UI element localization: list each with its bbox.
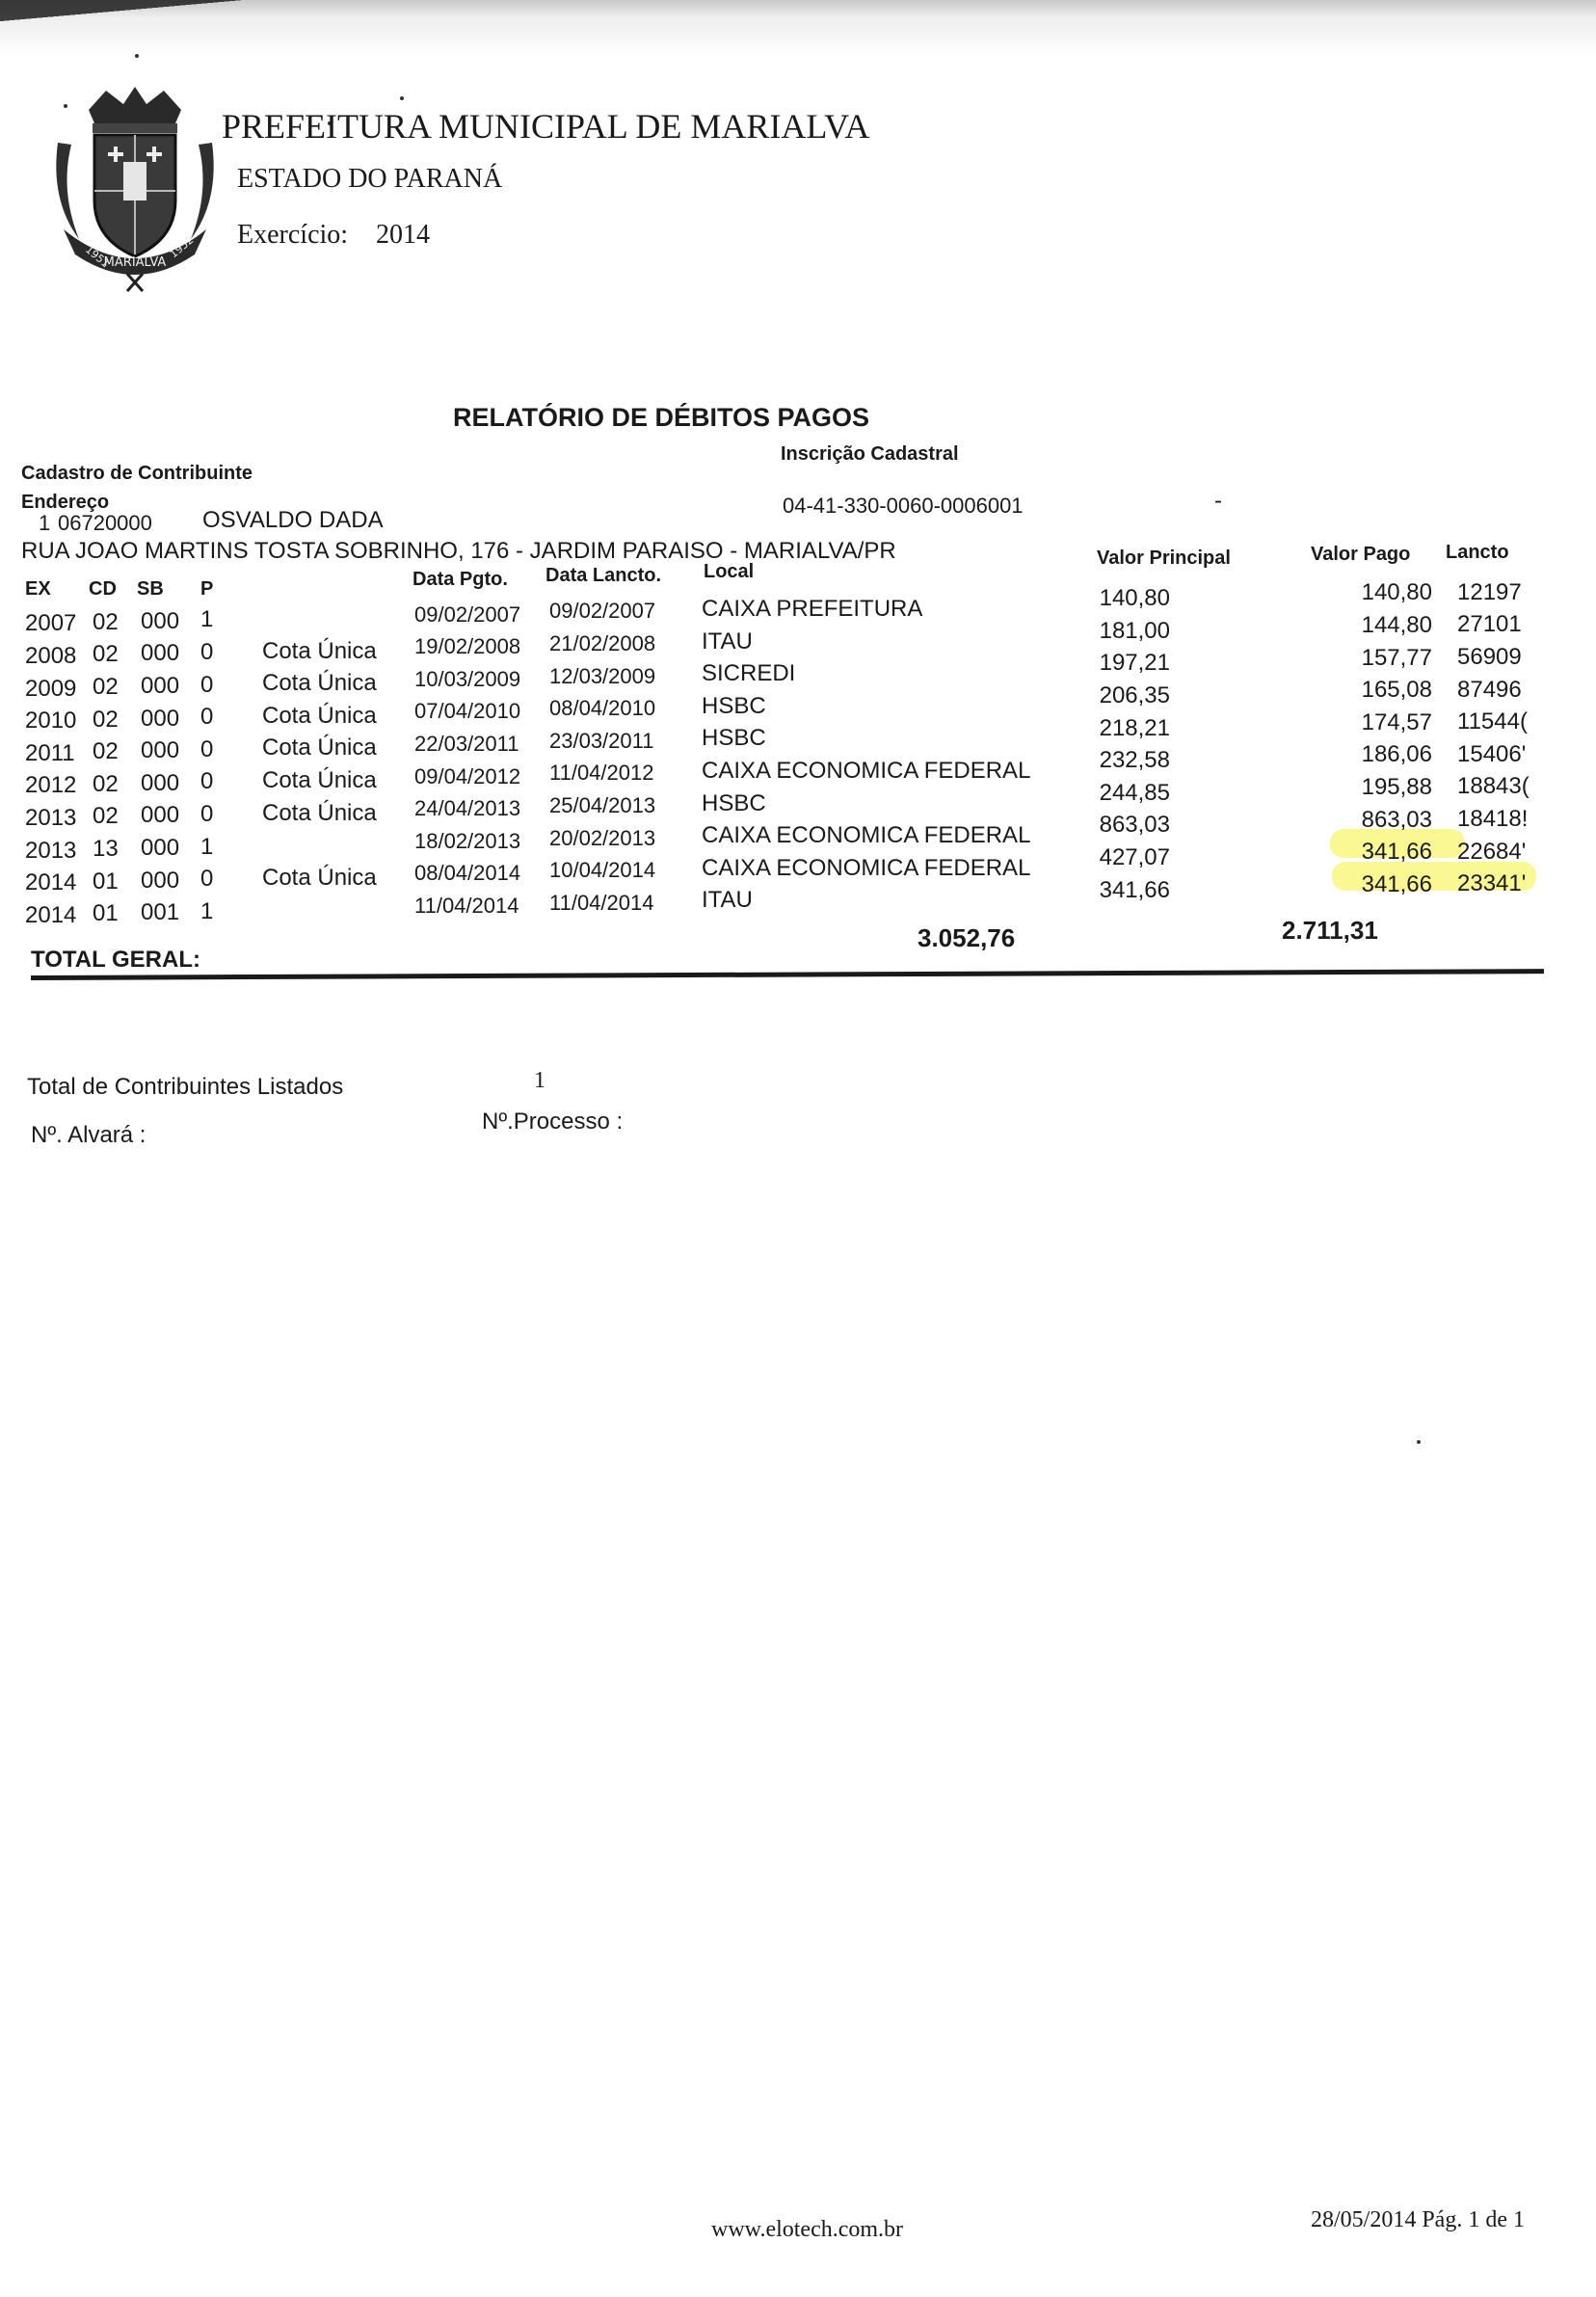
cell-sb: 000: [141, 672, 180, 699]
cell-valor-principal: 140,80: [1099, 585, 1170, 612]
cell-tipo: Cota Única: [262, 637, 377, 664]
col-lancto: Lancto: [1446, 542, 1509, 563]
cell-sb: 000: [141, 607, 180, 634]
cell-ex: 2014: [25, 869, 77, 896]
cell-local: ITAU: [702, 628, 753, 654]
contributor-code: 06720000: [58, 511, 152, 535]
cell-p: 0: [200, 768, 214, 795]
cell-local: CAIXA ECONOMICA FEDERAL: [702, 854, 1031, 881]
cell-local: SICREDI: [702, 660, 796, 687]
cell-ex: 2009: [25, 675, 77, 702]
col-data-pgto: Data Pgto.: [412, 569, 508, 590]
cell-cd: 02: [93, 674, 119, 701]
cell-data-pgto: 11/04/2014: [414, 893, 519, 918]
cadastro-label: Cadastro de Contribuinte: [21, 463, 253, 484]
crest-year-right: 1952: [167, 233, 197, 261]
col-data-lancto: Data Lancto.: [545, 565, 662, 586]
listed-label: Total de Contribuintes Listados: [27, 1074, 344, 1100]
cell-valor-principal: 427,07: [1099, 844, 1170, 871]
cell-lancto: 23341': [1457, 870, 1527, 897]
contributor-name: OSVALDO DADA: [202, 507, 384, 533]
total-principal: 3.052,76: [918, 923, 1016, 952]
inscricao-dash: -: [1214, 488, 1222, 514]
cell-lancto: 11544(: [1457, 708, 1528, 735]
municipality-title: PREFEITURA MUNICIPAL DE MARIALVA: [222, 107, 870, 146]
inscricao-value: 04-41-330-0060-0006001: [783, 494, 1024, 518]
cell-local: ITAU: [702, 887, 753, 914]
cell-ex: 2012: [25, 772, 77, 799]
cell-valor-pago: 140,80: [1361, 579, 1432, 606]
cell-data-pgto: 09/02/2007: [414, 601, 521, 627]
cell-tipo: Cota Única: [262, 767, 377, 794]
scan-speck: [400, 96, 404, 100]
cell-ex: 2011: [25, 739, 75, 766]
cell-valor-pago: 863,03: [1361, 806, 1432, 833]
cell-data-pgto: 22/03/2011: [414, 731, 519, 756]
cell-lancto: 27101: [1457, 611, 1522, 638]
cell-data-pgto: 10/03/2009: [414, 666, 521, 691]
cell-data-pgto: 08/04/2014: [414, 861, 521, 886]
cell-valor-pago: 186,06: [1361, 741, 1432, 768]
state-name: ESTADO DO PARANÁ: [237, 164, 503, 194]
cell-lancto: 18843(: [1457, 773, 1530, 800]
cell-cd: 02: [93, 770, 119, 797]
contributor-seq: 1: [39, 511, 51, 535]
col-valor-principal: Valor Principal: [1097, 548, 1231, 569]
cell-data-lancto: 12/03/2009: [549, 663, 656, 688]
contributor-address: RUA JOAO MARTINS TOSTA SOBRINHO, 176 - JARDIM PARAISO - MARIALVA/PR: [21, 538, 896, 564]
cell-lancto: 18418!: [1457, 805, 1529, 832]
cell-valor-pago: 195,88: [1361, 773, 1432, 800]
cell-valor-principal: 232,58: [1099, 747, 1170, 774]
cell-local: HSBC: [702, 725, 766, 752]
cell-p: 0: [200, 639, 214, 666]
cell-tipo: Cota Única: [262, 799, 377, 826]
cell-data-lancto: 25/04/2013: [549, 793, 656, 818]
cell-valor-principal: 244,85: [1099, 779, 1170, 806]
crest-year-left: 1951: [83, 243, 112, 271]
cell-data-pgto: 24/04/2013: [414, 796, 521, 821]
cell-p: 0: [200, 801, 214, 828]
report-title: RELATÓRIO DE DÉBITOS PAGOS: [453, 403, 870, 432]
cell-sb: 000: [141, 705, 180, 732]
cell-cd: 02: [93, 706, 119, 733]
cell-valor-pago: 174,57: [1361, 708, 1432, 735]
cell-p: 0: [200, 671, 214, 698]
cell-data-lancto: 23/03/2011: [549, 728, 654, 753]
exercise-label: Exercício:: [237, 220, 349, 250]
col-p: P: [200, 578, 214, 600]
cell-valor-pago: 341,66: [1361, 870, 1432, 897]
cell-valor-pago: 165,08: [1361, 677, 1432, 704]
cell-p: 0: [200, 866, 214, 893]
cell-cd: 02: [93, 641, 119, 668]
inscricao-label: Inscrição Cadastral: [781, 443, 959, 465]
municipal-crest-icon: [50, 85, 220, 293]
cell-tipo: Cota Única: [262, 864, 377, 891]
cell-lancto: 22684': [1457, 838, 1527, 865]
total-label: TOTAL GERAL:: [31, 947, 200, 973]
listed-value: 1: [534, 1068, 545, 1093]
cell-valor-pago: 157,77: [1361, 644, 1432, 671]
cell-lancto: 56909: [1457, 643, 1522, 670]
cell-ex: 2010: [25, 708, 77, 735]
cell-lancto: 12197: [1457, 578, 1522, 605]
processo-label: Nº.Processo :: [482, 1108, 624, 1135]
alvara-label: Nº. Alvará :: [31, 1122, 146, 1148]
cell-ex: 2013: [25, 837, 77, 864]
cell-valor-principal: 863,03: [1099, 812, 1170, 839]
cell-data-pgto: 19/02/2008: [414, 634, 521, 659]
cell-p: 0: [200, 704, 214, 731]
cell-p: 1: [200, 606, 214, 633]
cell-cd: 01: [93, 868, 119, 895]
crest-text: MARIALVA: [103, 255, 167, 270]
cell-tipo: Cota Única: [262, 702, 377, 729]
col-valor-pago: Valor Pago: [1311, 544, 1411, 565]
cell-valor-pago: 144,80: [1361, 611, 1432, 638]
cell-data-lancto: 08/04/2010: [549, 696, 656, 721]
cell-p: 1: [200, 833, 214, 860]
total-rule: [31, 969, 1544, 980]
cell-sb: 000: [141, 834, 180, 861]
cell-cd: 13: [93, 836, 119, 863]
cell-local: CAIXA ECONOMICA FEDERAL: [702, 822, 1031, 849]
cell-cd: 02: [93, 803, 119, 830]
cell-lancto: 87496: [1457, 676, 1522, 703]
cell-data-pgto: 07/04/2010: [414, 699, 521, 724]
col-cd: CD: [89, 578, 117, 600]
scan-smudge: [0, 0, 414, 62]
cell-data-lancto: 09/02/2007: [549, 599, 656, 624]
footer-website: www.elotech.com.br: [711, 2217, 904, 2242]
cell-local: CAIXA ECONOMICA FEDERAL: [702, 757, 1031, 784]
col-ex: EX: [25, 578, 51, 600]
endereco-label: Endereço: [21, 492, 110, 513]
cell-ex: 2013: [25, 805, 77, 832]
cell-data-lancto: 20/02/2013: [549, 825, 656, 850]
scan-speck: [135, 54, 139, 58]
cell-valor-principal: 181,00: [1099, 617, 1170, 644]
cell-cd: 02: [93, 738, 119, 765]
cell-tipo: Cota Única: [262, 735, 377, 761]
cell-local: CAIXA PREFEITURA: [702, 595, 923, 622]
cell-data-pgto: 09/04/2012: [414, 763, 521, 788]
cell-sb: 000: [141, 640, 180, 667]
exercise-year: 2014: [376, 220, 430, 250]
cell-valor-principal: 197,21: [1099, 650, 1170, 677]
cell-p: 1: [200, 897, 214, 924]
cell-ex: 2008: [25, 643, 77, 670]
cell-sb: 000: [141, 769, 180, 796]
cell-ex: 2014: [25, 901, 77, 928]
cell-valor-principal: 218,21: [1099, 714, 1170, 741]
cell-cd: 01: [93, 900, 119, 927]
cell-data-lancto: 11/04/2014: [549, 890, 654, 915]
cell-valor-pago: 341,66: [1361, 839, 1432, 866]
cell-sb: 000: [141, 867, 180, 894]
cell-ex: 2007: [25, 610, 77, 637]
scan-speck: [1417, 1440, 1421, 1444]
cell-data-lancto: 11/04/2012: [549, 761, 654, 786]
cell-cd: 02: [93, 608, 119, 635]
cell-lancto: 15406': [1457, 740, 1527, 767]
cell-sb: 000: [141, 737, 180, 764]
cell-sb: 001: [141, 899, 180, 926]
cell-data-lancto: 10/04/2014: [549, 858, 656, 883]
cell-valor-principal: 341,66: [1099, 876, 1170, 903]
cell-valor-principal: 206,35: [1099, 682, 1170, 709]
cell-local: HSBC: [702, 789, 766, 816]
cell-data-lancto: 21/02/2008: [549, 631, 656, 656]
col-sb: SB: [137, 578, 164, 600]
cell-sb: 000: [141, 802, 180, 829]
footer-date-page: 28/05/2014 Pág. 1 de 1: [1311, 2207, 1525, 2232]
cell-p: 0: [200, 735, 214, 762]
col-local: Local: [704, 561, 755, 582]
total-pago: 2.711,31: [1282, 916, 1378, 945]
cell-tipo: Cota Única: [262, 670, 377, 697]
cell-data-pgto: 18/02/2013: [414, 828, 521, 853]
cell-local: HSBC: [702, 692, 766, 719]
